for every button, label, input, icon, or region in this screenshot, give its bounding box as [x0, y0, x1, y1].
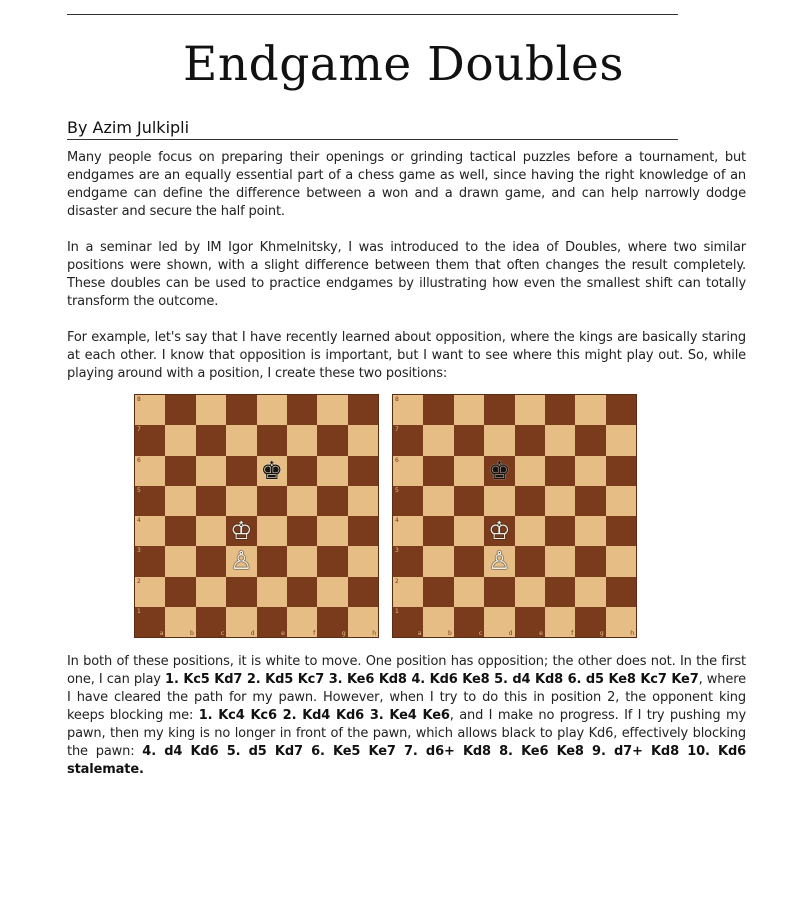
square-b5	[165, 486, 195, 516]
file-label: c	[478, 630, 483, 637]
square-c5	[196, 486, 226, 516]
square-a3	[135, 546, 165, 576]
file-label: a	[159, 630, 164, 637]
square-c1	[454, 607, 484, 637]
square-a5	[135, 486, 165, 516]
square-d4	[226, 516, 256, 546]
square-h7	[606, 425, 636, 455]
square-a3	[393, 546, 423, 576]
square-e1	[257, 607, 287, 637]
square-c7	[454, 425, 484, 455]
square-d8	[484, 395, 514, 425]
square-a2	[393, 577, 423, 607]
square-e6	[257, 456, 287, 486]
square-a7	[393, 425, 423, 455]
file-label: d	[508, 630, 513, 637]
white-pawn-icon: ♙	[488, 546, 511, 576]
square-d8	[226, 395, 256, 425]
square-e8	[515, 395, 545, 425]
square-c1	[196, 607, 226, 637]
square-h8	[606, 395, 636, 425]
square-g1	[575, 607, 605, 637]
square-f1	[287, 607, 317, 637]
square-b2	[165, 577, 195, 607]
square-g6	[317, 456, 347, 486]
square-c5	[454, 486, 484, 516]
top-divider	[67, 14, 678, 15]
square-a7	[135, 425, 165, 455]
square-d5	[226, 486, 256, 516]
square-c4	[196, 516, 226, 546]
paragraph-example: For example, let's say that I have recently learned about opposition, where the kings are basically staring at each other. I know that opposition is important, but I want to see where this might play out. So, while playing around with a position, I create these two positions:	[67, 330, 746, 381]
square-h5	[606, 486, 636, 516]
square-f5	[545, 486, 575, 516]
square-h4	[348, 516, 378, 546]
square-a5	[393, 486, 423, 516]
file-label: g	[599, 630, 604, 637]
move-sequence-3: 4. d4 Kd6 5. d5 Kd7 6. Ke5 Ke7 7. d6+ Kd8 8. Ke6 Ke8 9. d7+ Kd8 10. Kd6 stalemate.	[67, 744, 747, 777]
paragraph-seminar: In a seminar led by IM Igor Khmelnitsky, I was introduced to the idea of Doubles, where two similar positions were shown, with a slight difference between them that often changes the result completely. These doubles can be used to practice endgames by illustrating how even the smallest shift can totally transform the outcome.	[67, 240, 746, 309]
square-h1	[348, 607, 378, 637]
file-label: c	[220, 630, 225, 637]
square-f4	[545, 516, 575, 546]
square-e2	[515, 577, 545, 607]
square-g6	[575, 456, 605, 486]
square-e5	[257, 486, 287, 516]
square-d3	[226, 546, 256, 576]
square-e4	[257, 516, 287, 546]
square-c2	[454, 577, 484, 607]
file-label: g	[341, 630, 346, 637]
square-h6	[606, 456, 636, 486]
move-sequence-2: 1. Kc4 Kc6 2. Kd4 Kd6 3. Ke4 Ke6	[198, 708, 450, 723]
square-c6	[196, 456, 226, 486]
analysis-text: , and I make no progress. If I try pushing my pawn, then my king is no longer in front of the pawn, which allows black to play Kd6, effectively blocking the pawn:	[67, 708, 746, 759]
rank-label: 7	[137, 426, 141, 434]
square-f8	[545, 395, 575, 425]
rank-label: 2	[395, 577, 399, 585]
square-a8	[393, 395, 423, 425]
square-e5	[515, 486, 545, 516]
square-c4	[454, 516, 484, 546]
file-label: h	[630, 630, 634, 637]
square-h3	[606, 546, 636, 576]
square-e3	[515, 546, 545, 576]
chessboard-position-2	[392, 394, 637, 638]
move-sequence-1: 1. Kc5 Kd7 2. Kd5 Kc7 3. Ke6 Kd8 4. Kd6 Ke8 5. d4 Kd8 6. d5 Ke8 Kc7 Ke7	[165, 672, 699, 687]
square-b2	[423, 577, 453, 607]
square-c2	[196, 577, 226, 607]
square-d7	[226, 425, 256, 455]
rank-label: 5	[137, 486, 141, 494]
square-f6	[545, 456, 575, 486]
square-b6	[423, 456, 453, 486]
square-b7	[165, 425, 195, 455]
black-king-icon: ♚	[260, 455, 283, 485]
square-c8	[196, 395, 226, 425]
square-b1	[423, 607, 453, 637]
square-h7	[348, 425, 378, 455]
square-f3	[545, 546, 575, 576]
square-g4	[575, 516, 605, 546]
article-title: Endgame Doubles	[183, 37, 624, 92]
byline-divider	[67, 139, 678, 140]
board-grid	[393, 395, 636, 637]
square-e6	[515, 456, 545, 486]
board-grid	[135, 395, 378, 637]
square-f1	[545, 607, 575, 637]
rank-label: 3	[395, 547, 399, 555]
square-d4	[484, 516, 514, 546]
black-king-icon: ♚	[488, 455, 511, 485]
square-e4	[515, 516, 545, 546]
white-pawn-icon: ♙	[230, 546, 253, 576]
square-b1	[165, 607, 195, 637]
square-a6	[393, 456, 423, 486]
square-d1	[484, 607, 514, 637]
file-label: h	[372, 630, 376, 637]
rank-label: 6	[395, 456, 399, 464]
square-f5	[287, 486, 317, 516]
square-g8	[317, 395, 347, 425]
square-h2	[348, 577, 378, 607]
square-g5	[575, 486, 605, 516]
square-g8	[575, 395, 605, 425]
rank-label: 8	[395, 396, 399, 403]
square-c3	[454, 546, 484, 576]
square-d2	[226, 577, 256, 607]
rank-label: 8	[137, 396, 141, 403]
square-g7	[575, 425, 605, 455]
square-b3	[165, 546, 195, 576]
rank-label: 1	[137, 607, 141, 615]
square-g3	[317, 546, 347, 576]
square-f2	[545, 577, 575, 607]
rank-label: 6	[137, 456, 141, 464]
square-d1	[226, 607, 256, 637]
rank-label: 4	[137, 517, 141, 524]
square-b6	[165, 456, 195, 486]
rank-label: 1	[395, 607, 399, 615]
square-d6	[484, 456, 514, 486]
square-c3	[196, 546, 226, 576]
square-a4	[135, 516, 165, 546]
square-a8	[135, 395, 165, 425]
rank-label: 2	[137, 577, 141, 585]
square-c6	[454, 456, 484, 486]
square-e1	[515, 607, 545, 637]
square-b4	[165, 516, 195, 546]
rank-label: 7	[395, 426, 399, 434]
square-e2	[257, 577, 287, 607]
analysis-text: In both of these positions, it is white to move. One position has opposition; the other does not. In the first one, I can play	[67, 654, 746, 687]
file-label: d	[250, 630, 255, 637]
square-b8	[423, 395, 453, 425]
square-h6	[348, 456, 378, 486]
square-f7	[545, 425, 575, 455]
byline: By Azim Julkipli	[67, 118, 190, 137]
rank-label: 4	[395, 517, 399, 524]
chessboard-position-1	[134, 394, 379, 638]
square-h3	[348, 546, 378, 576]
rank-label: 3	[137, 547, 141, 555]
file-label: e	[539, 630, 543, 637]
file-label: f	[571, 630, 574, 637]
square-e7	[257, 425, 287, 455]
square-d7	[484, 425, 514, 455]
square-e8	[257, 395, 287, 425]
paragraph-analysis	[67, 653, 746, 779]
white-king-icon: ♔	[230, 516, 253, 546]
square-d2	[484, 577, 514, 607]
square-a4	[393, 516, 423, 546]
square-a2	[135, 577, 165, 607]
file-label: b	[189, 630, 194, 637]
square-a1	[393, 607, 423, 637]
square-b7	[423, 425, 453, 455]
file-label: b	[447, 630, 452, 637]
square-f6	[287, 456, 317, 486]
rank-label: 5	[395, 486, 399, 494]
square-b8	[165, 395, 195, 425]
square-h5	[348, 486, 378, 516]
square-f8	[287, 395, 317, 425]
square-g2	[317, 577, 347, 607]
square-b4	[423, 516, 453, 546]
square-g4	[317, 516, 347, 546]
square-f2	[287, 577, 317, 607]
square-b3	[423, 546, 453, 576]
square-b5	[423, 486, 453, 516]
square-d3	[484, 546, 514, 576]
square-h2	[606, 577, 636, 607]
square-g2	[575, 577, 605, 607]
square-h4	[606, 516, 636, 546]
file-label: a	[417, 630, 422, 637]
square-f3	[287, 546, 317, 576]
square-h8	[348, 395, 378, 425]
square-c7	[196, 425, 226, 455]
square-e3	[257, 546, 287, 576]
square-a6	[135, 456, 165, 486]
square-c8	[454, 395, 484, 425]
square-f4	[287, 516, 317, 546]
square-g3	[575, 546, 605, 576]
white-king-icon: ♔	[488, 516, 511, 546]
paragraph-intro: Many people focus on preparing their openings or grinding tactical puzzles before a tournament, but endgames are an equally essential part of a chess game as well, since having the right knowledge of an endgame can define the difference between a won and a drawn game, and can help narrowly dodge disaster and secure the half point.	[67, 150, 746, 219]
square-d5	[484, 486, 514, 516]
square-e7	[515, 425, 545, 455]
analysis-text: , where I have cleared the path for my pawn. However, when I try to do this in position 2, the opponent king keeps blocking me:	[67, 672, 746, 723]
square-f7	[287, 425, 317, 455]
square-h1	[606, 607, 636, 637]
square-d6	[226, 456, 256, 486]
file-label: e	[281, 630, 285, 637]
square-g5	[317, 486, 347, 516]
square-a1	[135, 607, 165, 637]
square-g7	[317, 425, 347, 455]
square-g1	[317, 607, 347, 637]
file-label: f	[313, 630, 316, 637]
